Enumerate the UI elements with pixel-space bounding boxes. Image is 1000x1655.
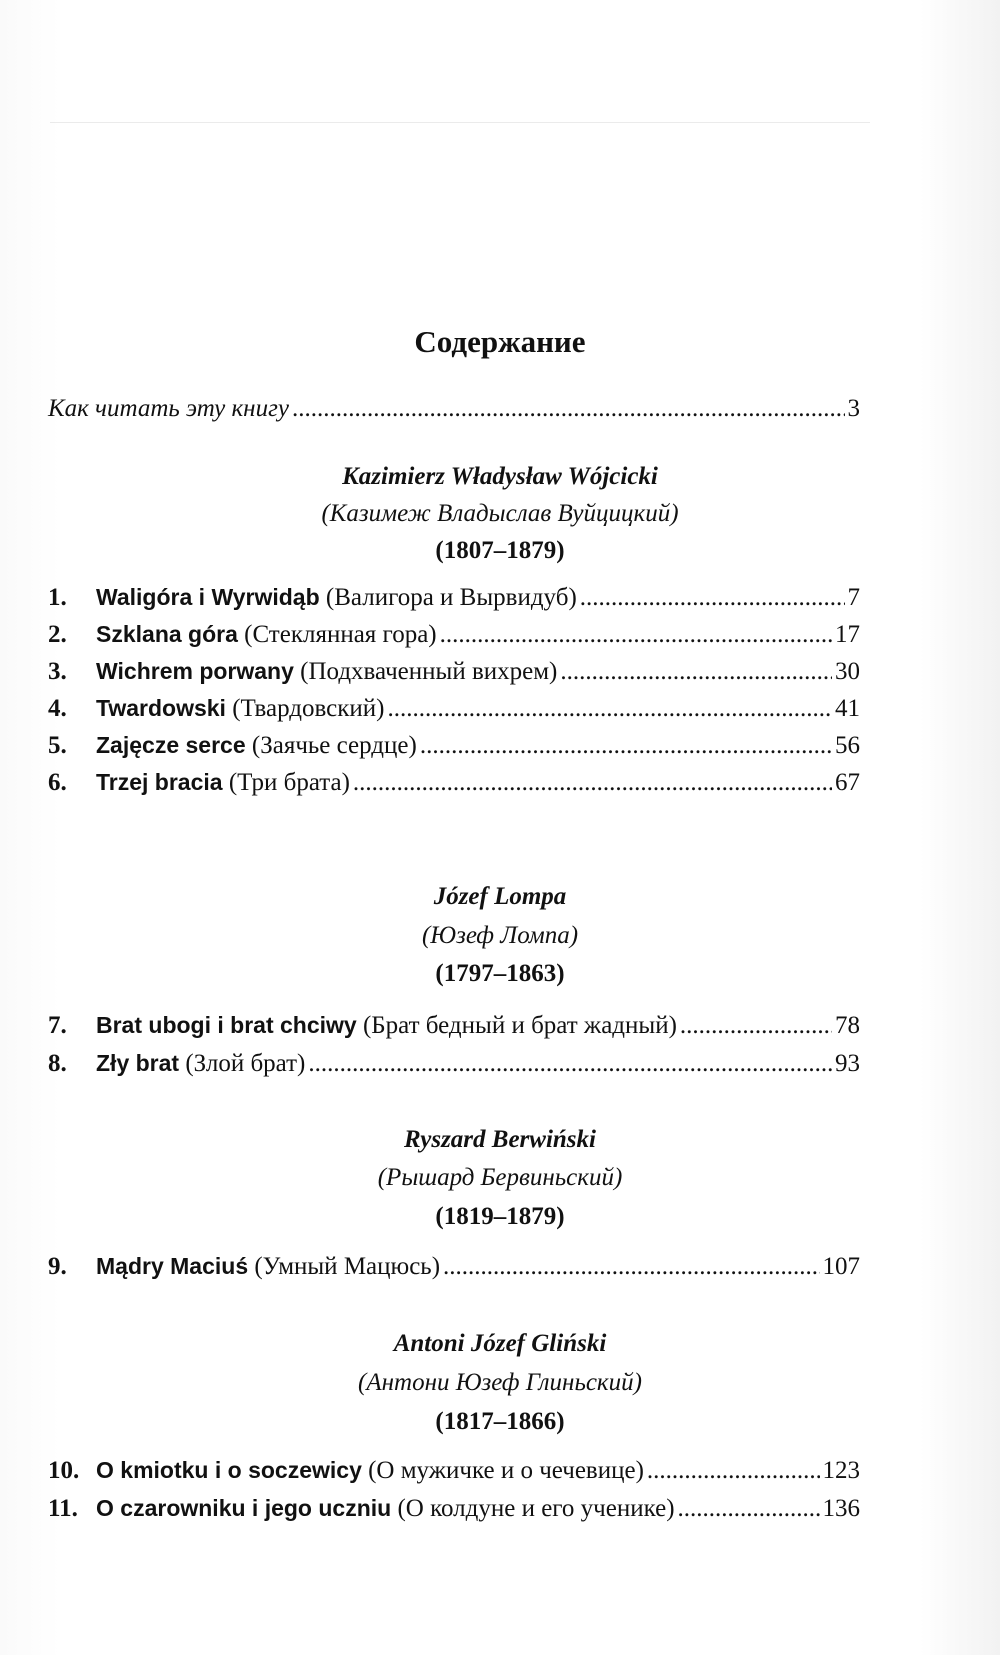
dot-leader <box>387 692 832 726</box>
dot-leader <box>560 655 832 689</box>
entry-title-ru: (Стеклянная гора) <box>244 621 437 648</box>
toc-intro-row[interactable] <box>48 392 860 426</box>
entry-title-ru: (О мужичке и о чечевице) <box>368 1457 644 1484</box>
author-name: Kazimierz Władysław Wójcicki <box>342 463 658 490</box>
author-years: (1807–1879) <box>435 537 565 564</box>
entry-title-ru: (Брат бедный и брат жадный) <box>362 1012 677 1039</box>
entry-number: 5. <box>48 732 67 759</box>
author-years: (1797–1863) <box>435 960 565 987</box>
entry-title-ru: (Три брата) <box>228 769 350 796</box>
entry-number: 7. <box>48 1012 67 1039</box>
toc-entry[interactable] <box>48 765 860 799</box>
entry-page: 67 <box>835 769 860 796</box>
entry-title-ru: (Заячье сердце) <box>251 732 417 759</box>
dot-leader <box>353 766 832 800</box>
page-title: Содержание <box>414 324 586 359</box>
entry-title <box>96 617 437 652</box>
entry-page: 30 <box>835 658 860 685</box>
entry-title-pl: Mądry Maciuś <box>96 1253 249 1279</box>
entry-title-ru: (Твардовский) <box>232 695 385 722</box>
author-name: Józef Lompa <box>433 883 567 910</box>
toc-entry[interactable] <box>48 1453 860 1487</box>
entry-title-pl: Zły brat <box>96 1050 180 1076</box>
author-name-ru: (Юзеф Ломпа) <box>421 922 579 949</box>
entry-number: 6. <box>48 769 67 796</box>
author-name: Antoni Józef Gliński <box>393 1330 607 1357</box>
dot-leader <box>440 618 832 652</box>
entry-page: 136 <box>822 1495 860 1522</box>
entry-page: 41 <box>835 695 860 722</box>
entry-number: 8. <box>48 1050 67 1077</box>
dot-leader <box>443 1250 819 1284</box>
entry-title-pl: Waligóra i Wyrwidąb <box>96 584 320 610</box>
entry-title-ru: (Умный Мацюсь) <box>254 1253 441 1280</box>
entry-title-pl: O kmiotku i o soczewicy <box>96 1457 362 1483</box>
author-years: (1819–1879) <box>435 1203 565 1230</box>
entry-title-pl: O czarowniku i jego uczniu <box>96 1495 392 1521</box>
entry-title-pl: Szklana góra <box>96 621 238 647</box>
entry-page: 78 <box>835 1012 860 1039</box>
entry-number: 9. <box>48 1253 67 1280</box>
entry-number: 11. <box>48 1495 78 1522</box>
toc-intro-page: 3 <box>847 395 860 422</box>
entry-title <box>96 728 417 763</box>
toc-entry[interactable] <box>48 691 860 725</box>
entry-title <box>96 691 384 726</box>
entry-title-ru: (О колдуне и его ученике) <box>397 1495 675 1522</box>
dot-leader <box>580 581 845 615</box>
toc-entry[interactable] <box>48 1008 860 1042</box>
dot-leader <box>678 1492 820 1526</box>
entry-title <box>96 765 350 800</box>
toc-entry[interactable] <box>48 728 860 762</box>
dot-leader <box>647 1454 820 1488</box>
entry-title-ru: (Валигора и Вырвидуб) <box>325 584 577 611</box>
entry-number: 1. <box>48 584 67 611</box>
author-name-ru: (Антони Юзеф Глиньский) <box>358 1369 642 1396</box>
entry-page: 7 <box>847 584 860 611</box>
entry-title <box>96 1046 305 1081</box>
author-name-ru: (Рышард Бервиньский) <box>377 1164 623 1191</box>
toc-entry[interactable] <box>48 617 860 651</box>
show-through-rule <box>50 122 870 123</box>
toc-entry[interactable] <box>48 1491 860 1525</box>
entry-title-pl: Brat ubogi i brat chciwy <box>96 1012 357 1038</box>
toc-entry[interactable] <box>48 1046 860 1080</box>
entry-number: 10. <box>48 1457 80 1484</box>
toc-entry[interactable] <box>48 654 860 688</box>
entry-title-pl: Wichrem porwany <box>96 658 294 684</box>
entry-title <box>96 654 557 689</box>
entry-title-pl: Twardowski <box>96 695 226 721</box>
dot-leader <box>420 729 832 763</box>
author-name: Ryszard Berwiński <box>404 1126 596 1153</box>
entry-title <box>96 580 577 615</box>
entry-title <box>96 1249 440 1284</box>
entry-number: 4. <box>48 695 67 722</box>
entry-title-pl: Trzej bracia <box>96 769 223 795</box>
entry-title <box>96 1453 644 1488</box>
dot-leader <box>292 392 845 426</box>
dot-leader <box>680 1009 832 1043</box>
author-years: (1817–1866) <box>435 1408 565 1435</box>
entry-page: 123 <box>822 1457 860 1484</box>
toc-intro-label: Как читать эту книгу <box>48 395 289 422</box>
entry-page: 93 <box>835 1050 860 1077</box>
entry-page: 107 <box>822 1253 860 1280</box>
toc-entry[interactable] <box>48 1249 860 1283</box>
entry-title-ru: (Подхваченный вихрем) <box>300 658 558 685</box>
entry-title <box>96 1491 675 1526</box>
toc-entry[interactable] <box>48 580 860 614</box>
entry-number: 2. <box>48 621 67 648</box>
entry-title <box>96 1008 677 1043</box>
author-name-ru: (Казимеж Владыслав Вуйцицкий) <box>321 500 679 527</box>
dot-leader <box>308 1047 832 1081</box>
entry-title-ru: (Злой брат) <box>185 1050 306 1077</box>
entry-number: 3. <box>48 658 67 685</box>
entry-page: 17 <box>835 621 860 648</box>
entry-title-pl: Zajęcze serce <box>96 732 246 758</box>
entry-page: 56 <box>835 732 860 759</box>
